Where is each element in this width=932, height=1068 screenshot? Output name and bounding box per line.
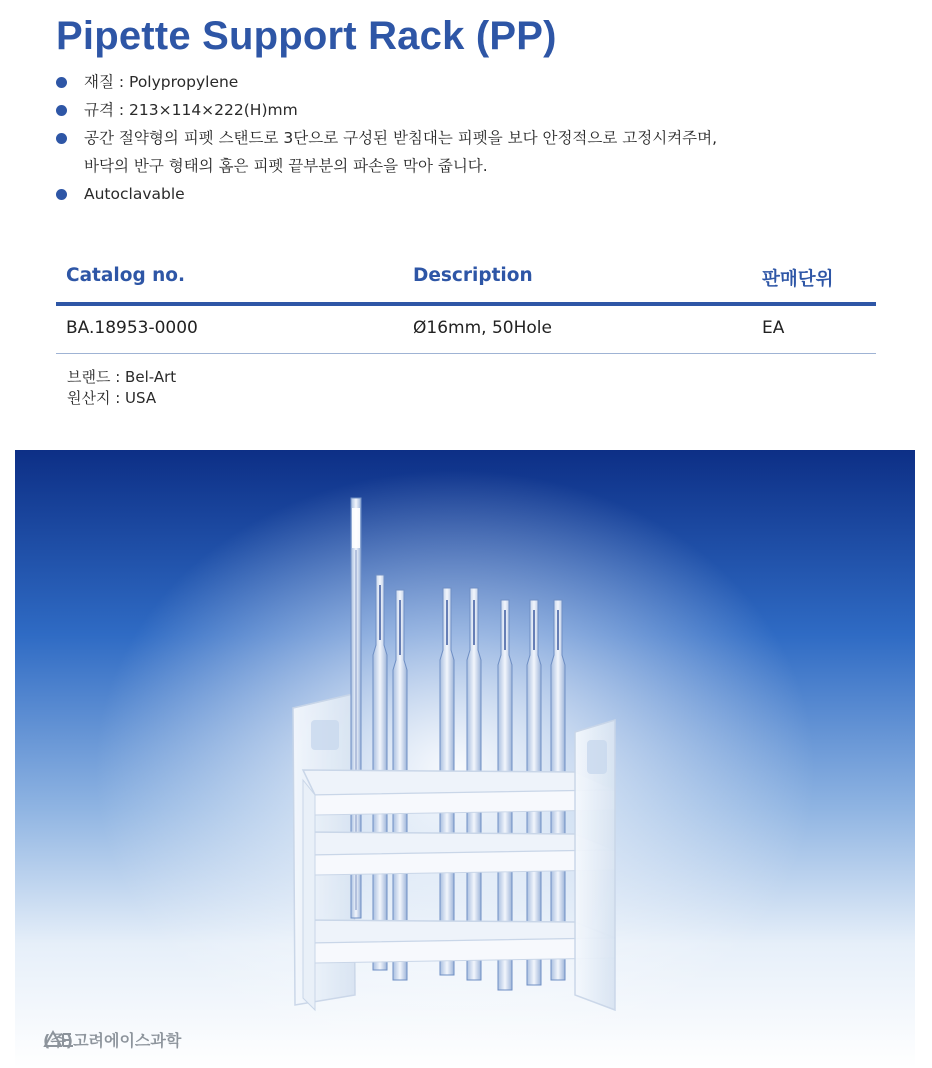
header-catalog-no: Catalog no. (66, 265, 186, 286)
bullet-icon (56, 189, 67, 200)
brand-text: 브랜드 : Bel-Art (67, 368, 177, 386)
spec-list (56, 68, 856, 208)
spec-text-continued: 바닥의 반구 형태의 홈은 피펫 끝부분의 파손을 막아 줍니다. (84, 157, 488, 175)
origin-text: 원산지 : USA (67, 389, 157, 407)
spec-text: 규격 : 213×114×222(H)mm (84, 101, 298, 119)
bullet-icon (56, 105, 67, 116)
pipette-rack-illustration (15, 450, 915, 1068)
bullet-icon (56, 77, 67, 88)
cell-description: Ø16mm, 50Hole (413, 318, 552, 338)
spec-text: 공간 절약형의 피펫 스탠드로 3단으로 구성된 받침대는 피펫을 보다 안정적으로 고정시켜주며, (84, 129, 718, 147)
cell-catalog-no: BA.18953-0000 (66, 318, 198, 338)
spec-item-size (56, 96, 856, 124)
company-logo-icon (43, 1028, 79, 1048)
spec-text: 재질 : Polypropylene (84, 73, 239, 91)
header-unit: 판매단위 (762, 269, 834, 290)
catalog-table (56, 252, 876, 354)
spec-item-autoclave (56, 180, 856, 208)
table-row (56, 306, 876, 354)
company-name: (주)고려에이스과학 (43, 1031, 182, 1050)
product-title: Pipette Support Rack (PP) (56, 14, 557, 58)
cell-unit: EA (762, 318, 785, 338)
spec-text: Autoclavable (84, 185, 185, 203)
spec-item-material (56, 68, 856, 96)
header-description: Description (413, 265, 533, 286)
bullet-icon (56, 133, 67, 144)
spec-item-description (56, 124, 856, 180)
product-photo (15, 450, 915, 1068)
company-logo (43, 1028, 181, 1051)
table-header (56, 252, 876, 306)
product-meta (67, 367, 176, 409)
